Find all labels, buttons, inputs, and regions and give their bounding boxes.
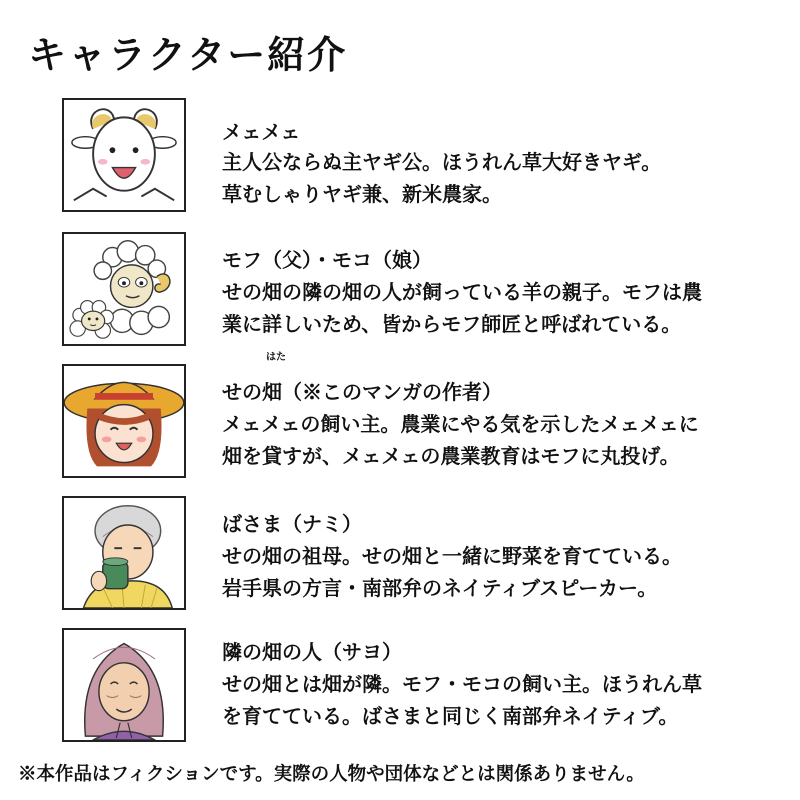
furigana-hata: はた (266, 352, 286, 363)
sheep-portrait-icon (62, 232, 186, 346)
character-description-line: せの畑の祖母。せの畑と一緒に野菜を育てている。 (222, 544, 682, 568)
character-name: メェメェ (222, 120, 301, 144)
character-description-line: 業に詳しいため、皆からモフ師匠と呼ばれている。 (222, 312, 682, 336)
character-description-line: せの畑の隣の畑の人が飼っている羊の親子。モフは農 (222, 280, 702, 304)
neighbor-portrait-icon (62, 628, 186, 742)
character-entry-mofu-moko (0, 232, 800, 352)
character-entry-senohata (0, 364, 800, 484)
grandmother-portrait-icon (62, 496, 186, 610)
character-description-line: 草むしゃりヤギ兼、新米農家。 (222, 182, 502, 206)
character-description-line: 主人公ならぬ主ヤギ公。ほうれん草大好きヤギ。 (222, 150, 662, 174)
page-title: キャラクター紹介 (28, 32, 348, 77)
character-description-line: 岩手県の方言・南部弁のネイティブスピーカー。 (222, 576, 658, 600)
character-name: モフ（父）・モコ（娘） (222, 248, 432, 272)
character-description-line: 畑を貸すが、メェメェの農業教育はモフに丸投げ。 (222, 444, 680, 468)
character-name: ばさま（ナミ） (222, 512, 362, 536)
goat-portrait-icon (62, 98, 186, 212)
character-entry-meme (0, 98, 800, 218)
author-portrait-icon (62, 364, 186, 478)
character-entry-sayo (0, 628, 800, 748)
character-name: 隣の畑の人（サヨ） (222, 640, 402, 664)
character-description-line: を育てている。ばさまと同じく南部弁ネイティブ。 (222, 704, 679, 728)
character-description-line: せの畑とは畑が隣。モフ・モコの飼い主。ほうれん草 (222, 672, 702, 696)
character-description-line: メェメェの飼い主。農業にやる気を示したメェメェに (222, 412, 699, 436)
character-name: せの畑（※このマンガの作者） (222, 380, 502, 404)
disclaimer-footer: ※本作品はフィクションです。実際の人物や団体などとは関係ありません。 (18, 764, 645, 785)
character-entry-basama (0, 496, 800, 616)
